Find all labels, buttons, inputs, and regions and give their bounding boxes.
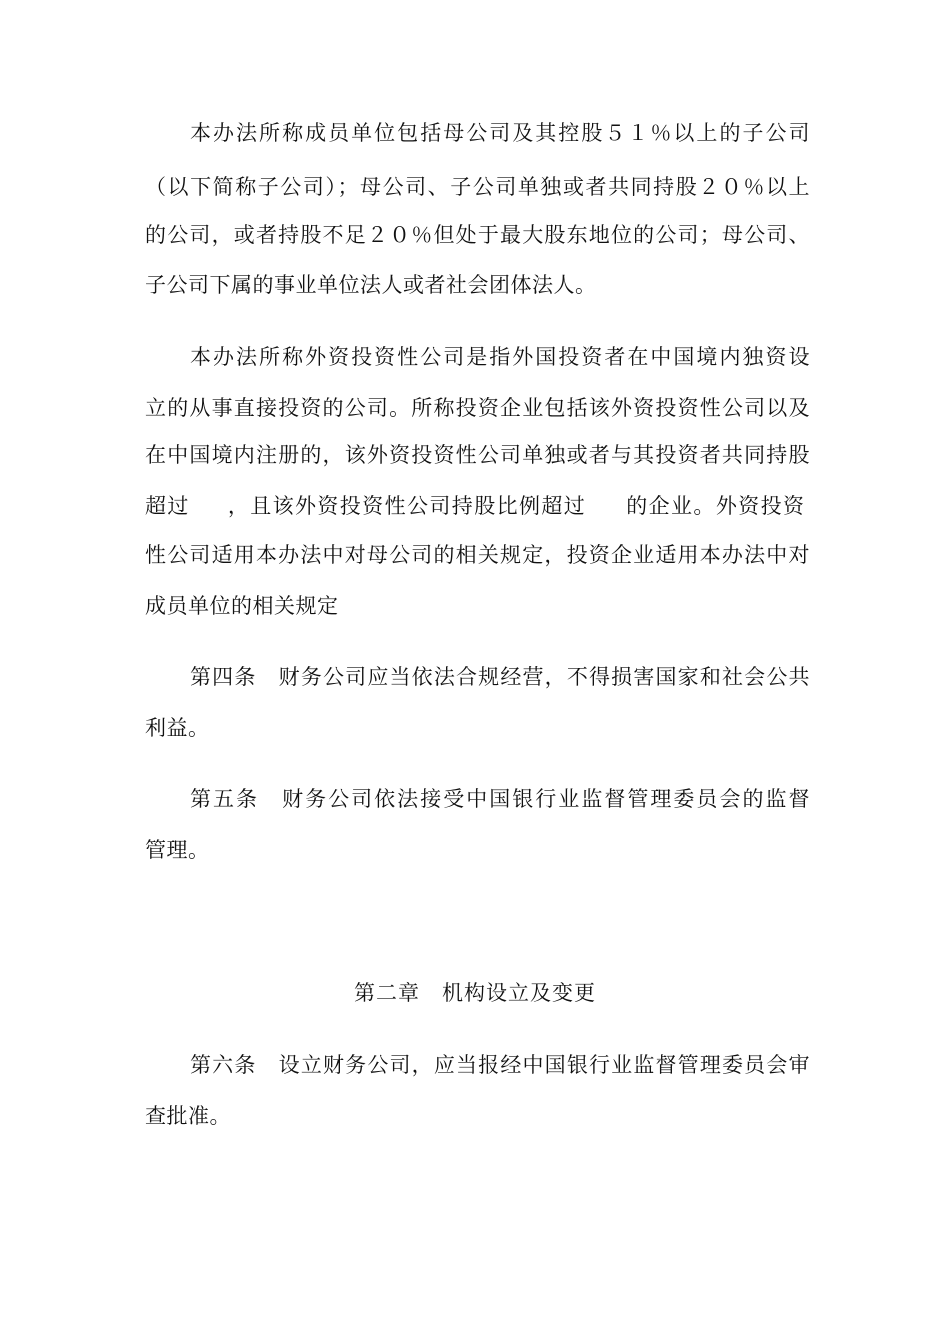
- paragraph-2-line-4: [145, 491, 810, 521]
- paragraph-2-line-2: 立的从事直接投资的公司。所称投资企业包括该外资投资性公司以及: [145, 396, 810, 420]
- chapter-heading: 第二章 机构设立及变更: [354, 981, 596, 1005]
- paragraph-1-line-3: 的公司，或者持股不足２０％但处于最大股东地位的公司；母公司、: [145, 223, 810, 247]
- article-5-line-2: 管理。: [145, 838, 210, 862]
- paragraph-2-line-5: 性公司适用本办法中对母公司的相关规定，投资企业适用本办法中对: [145, 543, 810, 567]
- article-5-line-1: 第五条 财务公司依法接受中国银行业监督管理委员会的监督: [190, 787, 810, 811]
- article-4-line-1: 第四条 财务公司应当依法合规经营，不得损害国家和社会公共: [190, 665, 810, 689]
- paragraph-1-line-2: （以下简称子公司）；母公司、子公司单独或者共同持股２０％以上: [145, 175, 810, 199]
- paragraph-2-line-4-part-3: 的企业。外资投资: [626, 494, 806, 518]
- paragraph-2-line-6: 成员单位的相关规定: [145, 594, 339, 618]
- paragraph-2-line-4-part-2: ，且该外资投资性公司持股比例超过: [227, 494, 587, 518]
- article-6-line-2: 查批准。: [145, 1104, 231, 1128]
- paragraph-1-line-4: 子公司下属的事业单位法人或者社会团体法人。: [145, 273, 597, 297]
- paragraph-2-line-4-part-1: 超过: [145, 494, 190, 518]
- paragraph-2-line-3: 在中国境内注册的，该外资投资性公司单独或者与其投资者共同持股: [145, 443, 810, 467]
- article-6-line-1: 第六条 设立财务公司，应当报经中国银行业监督管理委员会审: [190, 1053, 810, 1077]
- article-4-line-2: 利益。: [145, 716, 210, 740]
- paragraph-2-line-1: 本办法所称外资投资性公司是指外国投资者在中国境内独资设: [190, 345, 810, 369]
- paragraph-1-line-1: 本办法所称成员单位包括母公司及其控股５１％以上的子公司: [190, 121, 810, 145]
